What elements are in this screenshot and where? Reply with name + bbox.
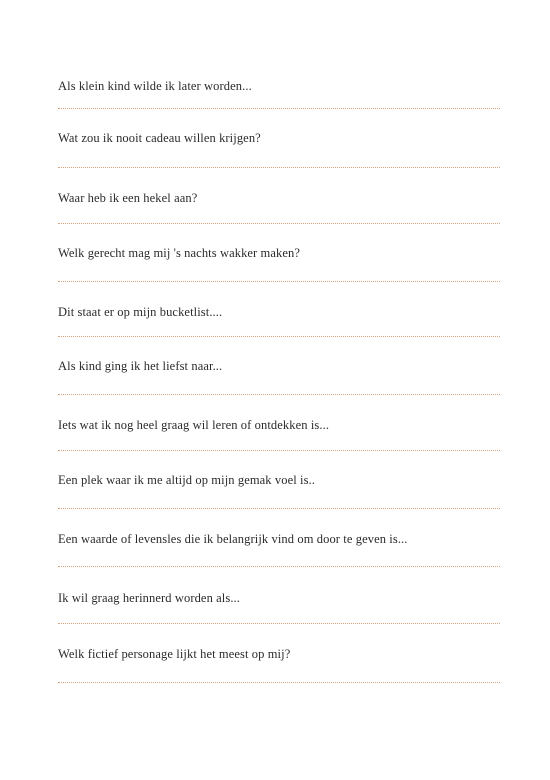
prompt-4: Welk gerecht mag mij 's nachts wakker maken? — [58, 246, 301, 260]
answer-line-3 — [58, 223, 500, 224]
answer-line-11 — [58, 682, 500, 683]
prompt-5: Dit staat er op mijn bucketlist.... — [58, 305, 223, 319]
answer-line-9 — [58, 566, 500, 567]
prompt-8: Een plek waar ik me altijd op mijn gemak voel is.. — [58, 473, 316, 487]
answer-line-1 — [58, 108, 500, 109]
prompt-10: Ik wil graag herinnerd worden als... — [58, 591, 241, 605]
prompt-11: Welk fictief personage lijkt het meest op mij? — [58, 647, 291, 661]
answer-line-7 — [58, 450, 500, 451]
prompt-6: Als kind ging ik het liefst naar... — [58, 359, 223, 373]
answer-line-10 — [58, 623, 500, 624]
answer-line-6 — [58, 394, 500, 395]
answer-line-5 — [58, 336, 500, 337]
answer-line-2 — [58, 167, 500, 168]
answer-line-8 — [58, 508, 500, 509]
prompt-9: Een waarde of levensles die ik belangrijk vind om door te geven is... — [58, 532, 408, 546]
prompt-2: Wat zou ik nooit cadeau willen krijgen? — [58, 131, 261, 145]
prompt-3: Waar heb ik een hekel aan? — [58, 191, 198, 205]
prompt-1: Als klein kind wilde ik later worden... — [58, 79, 252, 93]
prompt-7: Iets wat ik nog heel graag wil leren of ontdekken is... — [58, 418, 330, 432]
answer-line-4 — [58, 281, 500, 282]
